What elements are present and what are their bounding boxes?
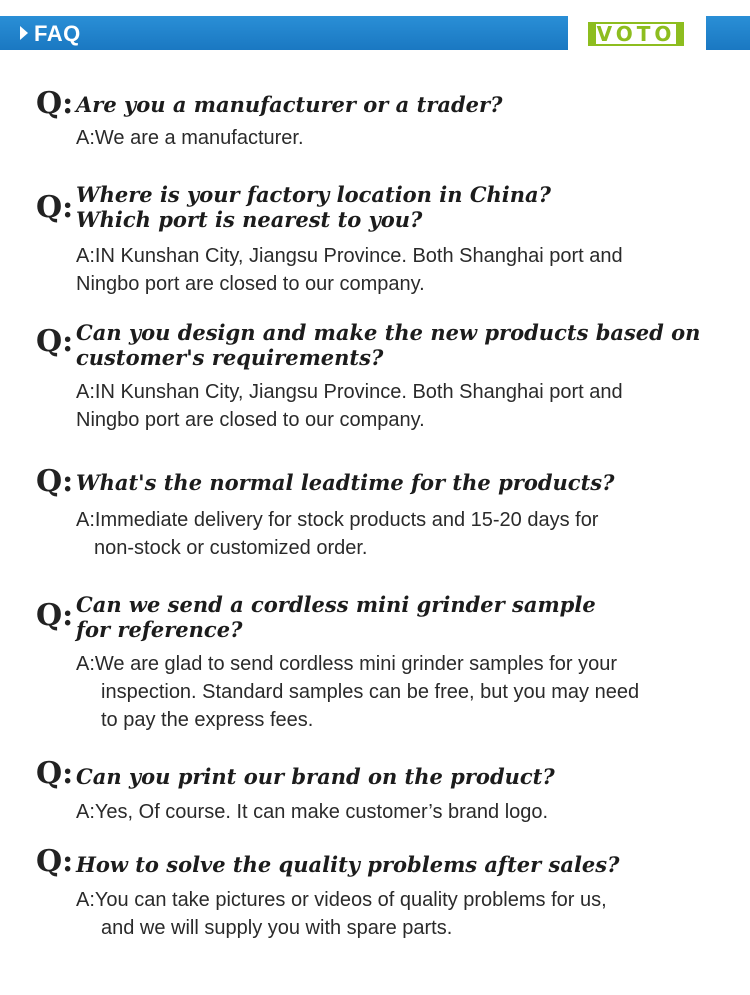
answer-text <box>76 650 736 734</box>
answer-line: to pay the express fees. <box>101 709 314 731</box>
brand-logo <box>588 22 684 46</box>
answer-text <box>76 886 736 942</box>
answer-text <box>76 378 736 434</box>
q-label: Q: <box>36 598 74 633</box>
q-label: Q: <box>36 844 74 879</box>
question-text: Can you print our brand on the product? <box>76 764 555 789</box>
answer-text <box>76 242 736 298</box>
answer-line: A:Yes, Of course. It can make customer’s brand logo. <box>76 801 549 823</box>
answer-line: A:IN Kunshan City, Jiangsu Province. Both Shanghai port and <box>76 245 623 267</box>
answer-line: A:Immediate delivery for stock products and 15-20 days for <box>76 509 599 531</box>
question-text: How to solve the quality problems after sales? <box>76 852 620 877</box>
q-label: Q: <box>36 324 74 359</box>
q-label: Q: <box>36 464 74 499</box>
section-title: FAQ <box>34 21 81 46</box>
answer-text <box>76 798 736 826</box>
answer-line: Ningbo port are closed to our company. <box>76 409 425 431</box>
answer-line: non-stock or customized order. <box>94 537 368 559</box>
play-triangle-icon <box>20 26 28 40</box>
q-label: Q: <box>36 190 74 225</box>
header-bar <box>0 16 568 50</box>
question-text: Are you a manufacturer or a trader? <box>76 92 503 117</box>
answer-text <box>76 124 736 152</box>
brand-logo-text: VOTO <box>596 22 676 46</box>
q-label: Q: <box>36 86 74 121</box>
answer-line: Ningbo port are closed to our company. <box>76 273 425 295</box>
question-text: What's the normal leadtime for the products? <box>76 470 615 495</box>
answer-line: A:IN Kunshan City, Jiangsu Province. Both Shanghai port and <box>76 381 623 403</box>
answer-line: and we will supply you with spare parts. <box>101 917 453 939</box>
answer-line: A:We are a manufacturer. <box>76 127 304 149</box>
question-text: Where is your factory location in China? Which port is nearest to you? <box>76 182 551 232</box>
question-text: Can we send a cordless mini grinder sample for reference? <box>76 592 596 642</box>
answer-line: A:You can take pictures or videos of quality problems for us, <box>76 889 607 911</box>
answer-line: A:We are glad to send cordless mini grinder samples for your <box>76 653 617 675</box>
answer-line: inspection. Standard samples can be free, but you may need <box>101 681 640 703</box>
question-text: Can you design and make the new products based on customer's requirements? <box>76 320 701 370</box>
answer-text <box>76 506 736 562</box>
q-label: Q: <box>36 756 74 791</box>
header-bar-right <box>706 16 750 50</box>
